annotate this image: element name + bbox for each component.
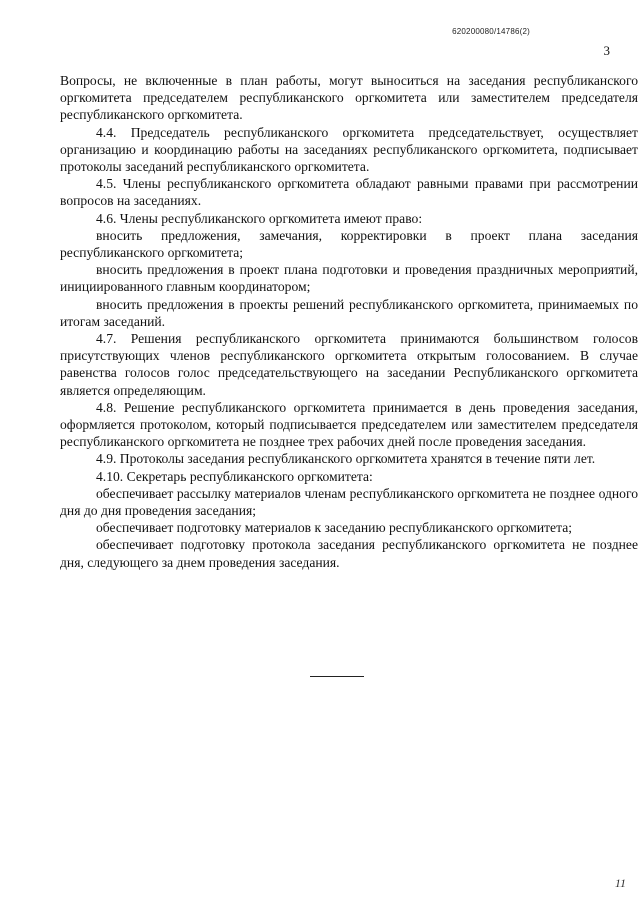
document-body xyxy=(60,72,638,571)
list-item: вносить предложения, замечания, корректировки в проект плана заседания республиканского оргкомитета; xyxy=(60,227,638,261)
list-item: вносить предложения в проекты решений республиканского оргкомитета, принимаемых по итогам заседаний. xyxy=(60,296,638,329)
handwritten-page-mark: 11 xyxy=(614,876,626,890)
list-item: обеспечивает подготовку материалов к заседанию республиканского оргкомитета; xyxy=(96,520,573,536)
document-id: 620200080/14786(2) xyxy=(452,27,530,36)
paragraph-4-7: 4.7. Решения республиканского оргкомитета принимаются большинством голосов присутствующих членов республиканского оргкомитета открытым голосованием. В случае равенства голосов голос председательствующего на заседании Республиканского оргкомитета является определяющим. xyxy=(60,331,638,398)
end-divider xyxy=(310,676,364,677)
paragraph-4-6: 4.6. Члены республиканского оргкомитета имеют право: xyxy=(96,210,423,226)
paragraph-4-8: 4.8. Решение республиканского оргкомитета принимается в день проведения заседания, оформляется протоколом, который подписывается председателем или заместителем председателя республиканского оргкомитета не позднее трех рабочих дней после проведения заседания. xyxy=(60,399,638,450)
paragraph-4-5: 4.5. Члены республиканского оргкомитета обладают равными правами при рассмотрении вопросов на заседаниях. xyxy=(60,176,638,209)
paragraph-4-10: 4.10. Секретарь республиканского оргкомитета: xyxy=(96,468,373,484)
page-number: 3 xyxy=(603,43,610,58)
paragraph-4-4: 4.4. Председатель республиканского оргкомитета председательствует, осуществляет организацию и координацию работы на заседаниях республиканского оргкомитета, подписывает протоколы заседаний республиканского оргкомитета. xyxy=(60,124,638,175)
paragraph-4-9: 4.9. Протоколы заседания республиканского оргкомитета хранятся в течение пяти лет. xyxy=(96,451,596,467)
list-item: обеспечивает подготовку протокола заседания республиканского оргкомитета не позднее дня, следующего за днем проведения заседания. xyxy=(60,537,638,570)
list-item: обеспечивает рассылку материалов членам республиканского оргкомитета не позднее одного дня до дня проведения заседания; xyxy=(60,485,638,519)
paragraph: Вопросы, не включенные в план работы, могут выноситься на заседания республиканского оргкомитета председателем республиканского оргкомитета или заместителем председателя республиканского оргкомитета. xyxy=(60,73,638,123)
list-item: вносить предложения в проект плана подготовки и проведения праздничных мероприятий, инициированного главным координатором; xyxy=(60,262,638,295)
